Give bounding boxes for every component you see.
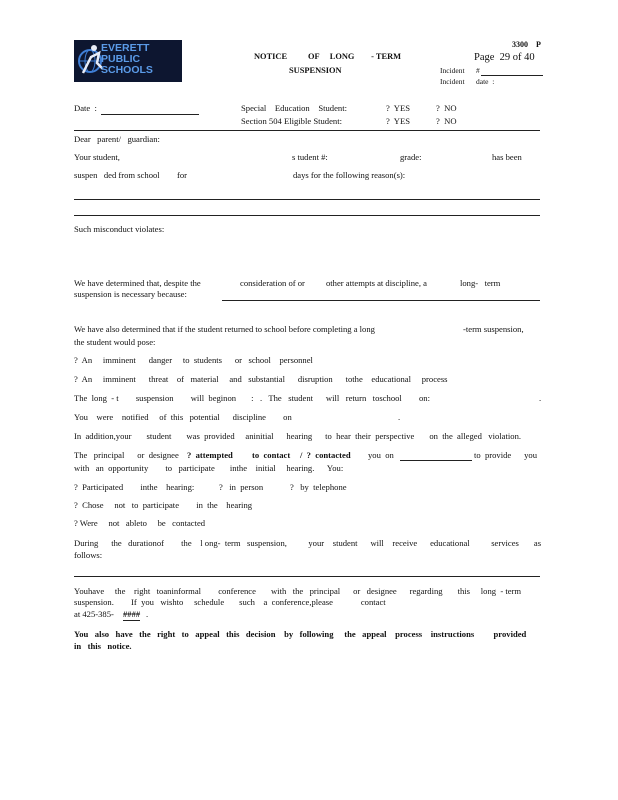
determined-text-d: long- term: [460, 278, 501, 288]
globe-figure-icon: [77, 43, 103, 79]
option-imminent-threat[interactable]: ? An imminent threat of material and substantial disruption tothe educational process: [74, 374, 448, 384]
determined2-text-b: -term suspension,: [463, 324, 524, 334]
participated-checkbox[interactable]: ? Participated inthe hearing:: [74, 482, 195, 492]
logo-line1: EVERETT: [101, 42, 150, 54]
incident-hash: #: [476, 66, 480, 75]
by-telephone-checkbox[interactable]: ? by telephone: [290, 482, 347, 492]
logo-line2: PUBLIC: [101, 53, 141, 65]
determined-text-e: suspension is necessary because:: [74, 289, 187, 299]
services-line[interactable]: [74, 576, 540, 577]
phone-prefix: at 425-385-: [74, 609, 114, 619]
informal-text-2: suspension. If you wishto schedule such a conference,please contact: [74, 597, 386, 607]
special-ed-label: Special Education Student:: [241, 103, 347, 113]
days-reason-text: days for the following reason(s):: [293, 170, 406, 180]
incident-date: date :: [476, 77, 495, 86]
notified-text: You were notified of this potential discipline on: [74, 412, 292, 422]
phone-period: .: [146, 609, 149, 619]
during-text: During the durationof the l ong- term suspension, your student will receive educational services as: [74, 538, 542, 548]
to-provide-text: to provide you: [474, 450, 538, 460]
in-person-checkbox[interactable]: ? in person: [219, 482, 264, 492]
chose-not-checkbox[interactable]: ? Chose not to participate in the hearing: [74, 500, 253, 510]
special-ed-no[interactable]: ? NO: [436, 103, 457, 113]
policy-number: 3300: [512, 40, 528, 49]
determined2-text-a: We have also determined that if the student returned to school before completing a long: [74, 324, 375, 334]
incident-label: Incident: [440, 66, 465, 75]
your-student-label: Your student,: [74, 152, 120, 162]
you-on-text: you on: [368, 450, 394, 460]
policy-letter: P: [536, 40, 541, 49]
violates-text: Such misconduct violates:: [74, 224, 165, 234]
long-term-begin-text: The long - t suspension will beginon : . The student will return toschool on:: [74, 393, 430, 403]
phone-number: ####: [123, 609, 141, 619]
special-ed-yes[interactable]: ? YES: [386, 103, 411, 113]
page-number: Page 29 of 40: [474, 52, 535, 63]
attempted-checkbox[interactable]: ? attempted: [187, 450, 233, 460]
section504-label: Section 504 Eligible Student:: [241, 116, 342, 126]
appeal-text-1: You also have the right to appeal this decision by following the appeal process instructions provided: [74, 629, 527, 639]
opportunity-text: with an opportunity to participate inthe initial hearing. You:: [74, 463, 344, 473]
determined-text-c: other attempts at discipline, a: [326, 278, 427, 288]
appeal-text-2: in this notice.: [74, 641, 132, 651]
title-line2: SUSPENSION: [289, 66, 342, 75]
informal-text-1: Youhave the right toaninformal conference with the principal or designee regarding this long - term: [74, 586, 522, 596]
student-number-label: s tudent #:: [292, 152, 328, 162]
follows-text: follows:: [74, 550, 103, 560]
period-mark: .: [539, 393, 542, 403]
because-line[interactable]: [222, 300, 540, 301]
grade-label: grade:: [400, 152, 422, 162]
incident-date-label: Incident: [440, 77, 465, 86]
logo-line3: SCHOOLS: [101, 64, 153, 76]
district-logo: [74, 40, 182, 82]
suspended-text: suspen ded from school: [74, 170, 160, 180]
addition-text: In addition,your student was provided aninitial hearing to hear their perspective on the alleged violation.: [74, 431, 522, 441]
unable-contact-checkbox[interactable]: ? Were not ableto be contacted: [74, 518, 206, 528]
section504-no[interactable]: ? NO: [436, 116, 457, 126]
incident-number-line[interactable]: [481, 75, 543, 76]
has-been-text: has been: [492, 152, 522, 162]
for-text: for: [177, 170, 188, 180]
date-field[interactable]: [101, 114, 199, 115]
determined-text-b: consideration of or: [240, 278, 305, 288]
determined2-text-c: the student would pose:: [74, 337, 156, 347]
reason-line-2[interactable]: [74, 215, 540, 216]
principal-text: The principal or designee: [74, 450, 179, 460]
option-imminent-danger[interactable]: ? An imminent danger to students or school personnel: [74, 355, 313, 365]
salutation: Dear parent/ guardian:: [74, 134, 160, 144]
to-contact-text: to contact: [252, 450, 291, 460]
section504-yes[interactable]: ? YES: [386, 116, 411, 126]
contacted-checkbox[interactable]: / ? contacted: [300, 450, 351, 460]
date-label: Date :: [74, 103, 97, 113]
determined-text-a: We have determined that, despite the: [74, 278, 201, 288]
reason-line-1[interactable]: [74, 199, 540, 200]
title-line1: NOTICE OF LONG - TERM: [254, 52, 402, 61]
contact-date-line[interactable]: [400, 460, 472, 461]
period-mark-2: .: [398, 412, 401, 422]
divider: [74, 130, 540, 131]
